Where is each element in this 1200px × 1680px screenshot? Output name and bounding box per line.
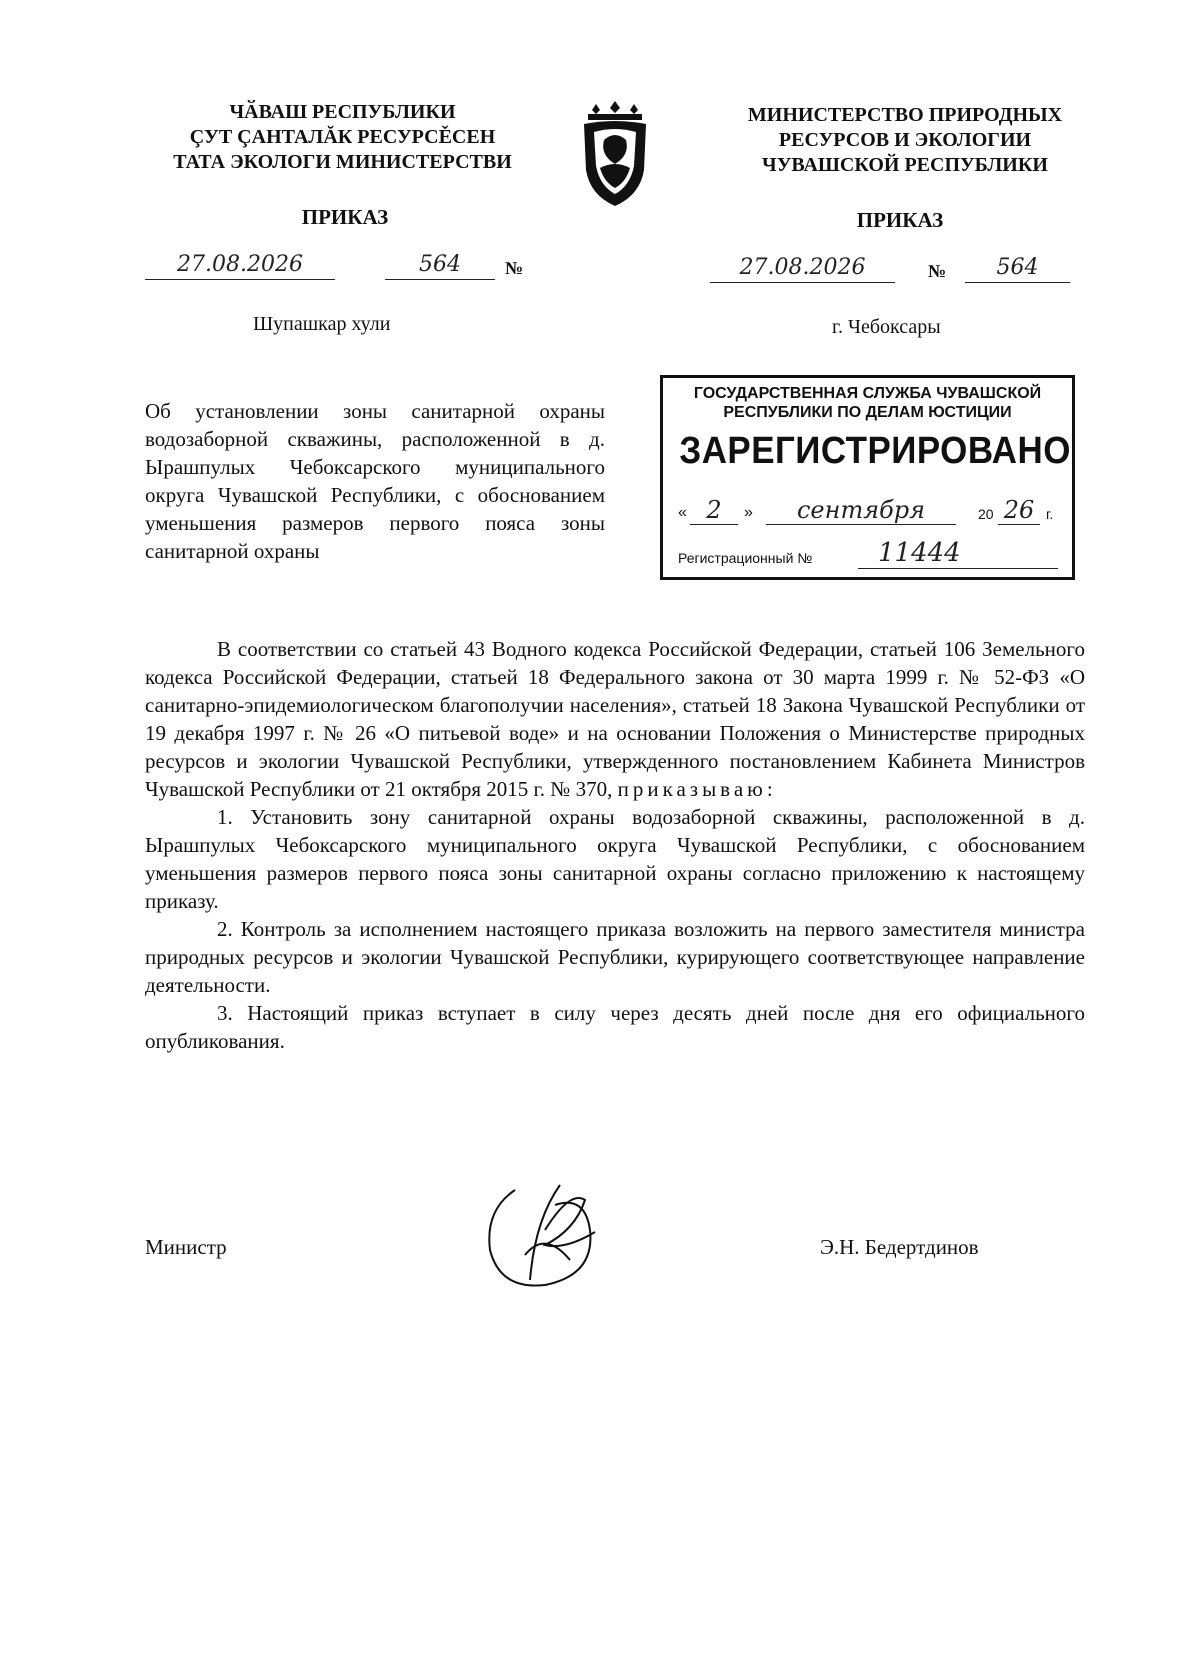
order-date-right: 27.08.2026 [710,253,895,283]
stamp-registration [678,538,1068,572]
stamp-org-line-2: РЕСПУБЛИКИ ПО ДЕЛАМ ЮСТИЦИИ [723,404,1012,421]
header-russian-line-1: МИНИСТЕРСТВО ПРИРОДНЫХ [747,104,1063,126]
city-chuvash: Шупашкар хули [253,313,391,335]
stamp-organization [663,384,1072,422]
order-preamble [145,635,1085,803]
stamp-quote-close: » [744,504,753,521]
signatory-title: Министр [145,1235,227,1259]
order-number-right: 564 [965,253,1070,283]
header-russian-line-2: РЕСУРСОВ И ЭКОЛОГИИ [778,129,1032,151]
prikaz-label-right: ПРИКАЗ [856,208,944,232]
prikaz-label-left: ПРИКАЗ [301,205,389,229]
coat-of-arms-icon [570,100,660,210]
stamp-org-line-1: ГОСУДАРСТВЕННАЯ СЛУЖБА ЧУВАШСКОЙ [693,385,1042,402]
order-preamble-text: В соответствии со статьей 43 Водного кодекса Российской Федерации, статьей 106 Земельного кодекса Российской Федерации, статьей 18 Федерального закона от 30 марта 1999 г. № 52-ФЗ «О санитарно-эпидемиологическом благополучии населения», статьей 18 Закона Чувашской Республики от 19 декабря 1997 г. № 26 «О питьевой воде» и на основании Положения о Министерстве природных ресурсов и экологии Чувашской Республики, утвержденного постановлением Кабинета Министров Чувашской Республики от 21 октября 2015 г. № 370, [145,637,1085,801]
stamp-reg-label: Регистрационный № [678,550,813,566]
city-russian: г. Чебоксары [832,316,941,338]
handwritten-signature-icon [475,1170,625,1300]
stamp-year-suffix: 26 [998,496,1040,525]
stamp-date [678,496,1068,530]
stamp-month: сентября [766,496,956,525]
stamp-reg-number: 11444 [858,538,1058,569]
order-subject: Об установлении зоны санитарной охраны водозаборной скважины, расположенной в д. Ырашпулых Чебоксарского муниципального округа Чувашской Республики, с обоснованием уменьшения размеров первого пояса зоны санитарной охраны [145,399,605,563]
order-date-left: 27.08.2026 [145,250,335,280]
number-sign-right: № [928,261,947,281]
header-russian [725,103,1085,178]
order-item-2: 2. Контроль за исполнением настоящего приказа возложить на первого заместителя министра природных ресурсов и экологии Чувашской Республики, курирующего соответствующее направление деятельности. [145,917,1085,997]
header-chuvash-line-2: ÇУТ ÇАНТАЛĂК РЕСУРСĚСЕН [189,126,496,148]
order-item-3: 3. Настоящий приказ вступает в силу через десять дней после дня его официального опубликования. [145,1001,1085,1053]
number-sign-left: № [505,258,524,278]
stamp-quote-open: « [678,504,687,521]
stamp-year-prefix: 20 [978,506,994,522]
order-item-1: 1. Установить зону санитарной охраны водозаборной скважины, расположенной в д. Ырашпулых Чебоксарского муниципального округа Чувашской Республики, с обоснованием уменьшения размеров первого пояса зоны санитарной охраны согласно приложению к настоящему приказу. [145,805,1085,913]
header-chuvash [145,100,540,175]
signatory-name: Э.Н. Бедертдинов [820,1235,979,1259]
stamp-day: 2 [690,496,738,525]
registration-stamp [660,375,1075,580]
header-russian-line-3: ЧУВАШСКОЙ РЕСПУБЛИКИ [762,154,1048,176]
header-chuvash-line-3: ТАТА ЭКОЛОГИ МИНИСТЕРСТВИ [173,151,512,173]
stamp-title: ЗАРЕГИСТРИРОВАНО [679,430,1071,472]
order-body [145,635,1085,1055]
header-chuvash-line-1: ЧӐВАШ РЕСПУБЛИКИ [229,101,456,123]
stamp-year-unit: г. [1046,506,1054,522]
order-word: приказываю: [617,777,777,801]
order-number-left: 564 [385,250,495,280]
